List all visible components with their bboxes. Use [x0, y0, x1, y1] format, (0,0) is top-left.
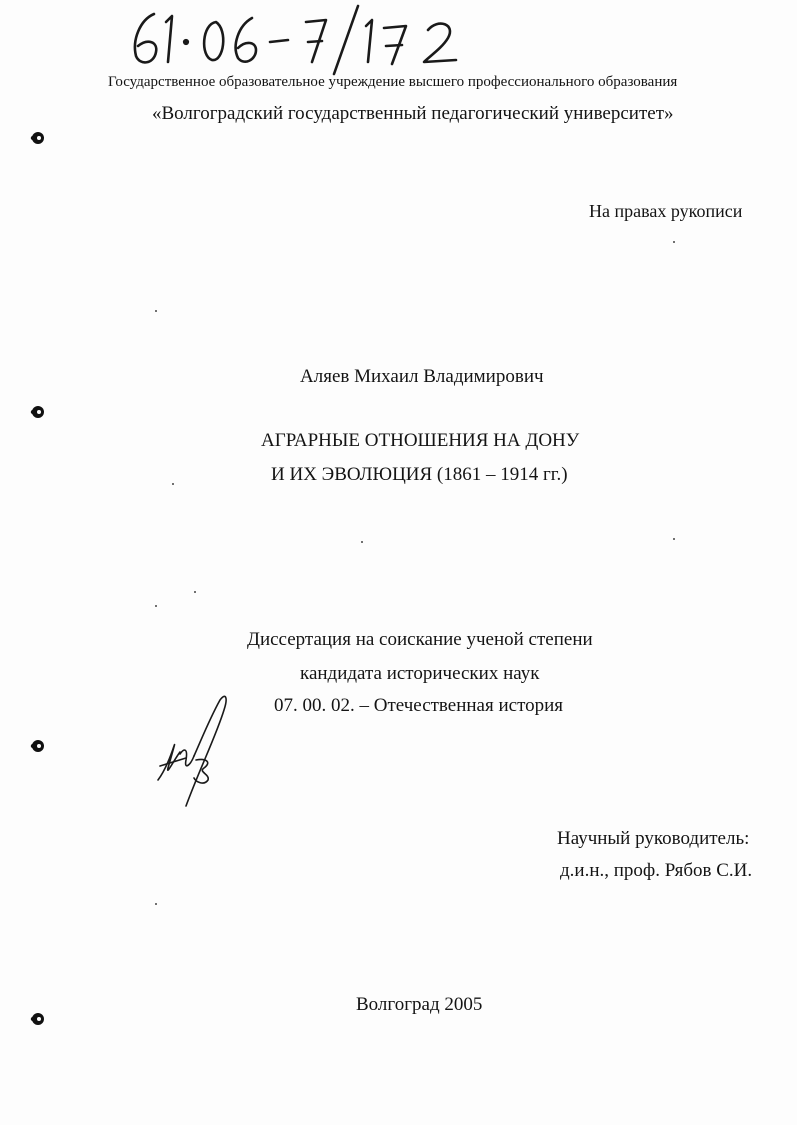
binding-hole-icon [28, 1010, 46, 1028]
binding-hole-icon [28, 403, 46, 421]
scan-speck [172, 483, 174, 485]
scan-speck [155, 903, 157, 905]
dissertation-title-line-2: И ИХ ЭВОЛЮЦИЯ (1861 – 1914 гг.) [271, 464, 568, 485]
scan-speck [155, 605, 157, 607]
dissertation-title-line-1: АГРАРНЫЕ ОТНОШЕНИЯ НА ДОНУ [261, 430, 580, 451]
degree-line-1: Диссертация на соискание ученой степени [247, 629, 593, 650]
scan-speck [194, 591, 196, 593]
university-name: «Волгоградский государственный педагогический университет» [152, 103, 674, 124]
binding-hole-icon [28, 129, 46, 147]
scan-speck [155, 310, 157, 312]
scan-speck [673, 538, 675, 540]
scan-speck [673, 241, 675, 243]
institution-line: Государственное образовательное учреждение высшего профессионального образования [108, 74, 678, 90]
specialty-line: 07. 00. 02. – Отечественная история [274, 695, 564, 716]
degree-line-2: кандидата исторических наук [300, 663, 540, 684]
author-name: Аляев Михаил Владимирович [300, 366, 544, 387]
city-year: Волгоград 2005 [356, 994, 483, 1015]
handwritten-signature-icon [150, 688, 240, 813]
binding-hole-icon [28, 737, 46, 755]
supervisor-name: д.и.н., проф. Рябов С.И. [560, 860, 753, 881]
supervisor-label: Научный руководитель: [557, 828, 750, 849]
handwritten-archive-code-icon [120, 0, 480, 80]
scan-speck [361, 541, 363, 543]
manuscript-note: На правах рукописи [589, 201, 743, 221]
